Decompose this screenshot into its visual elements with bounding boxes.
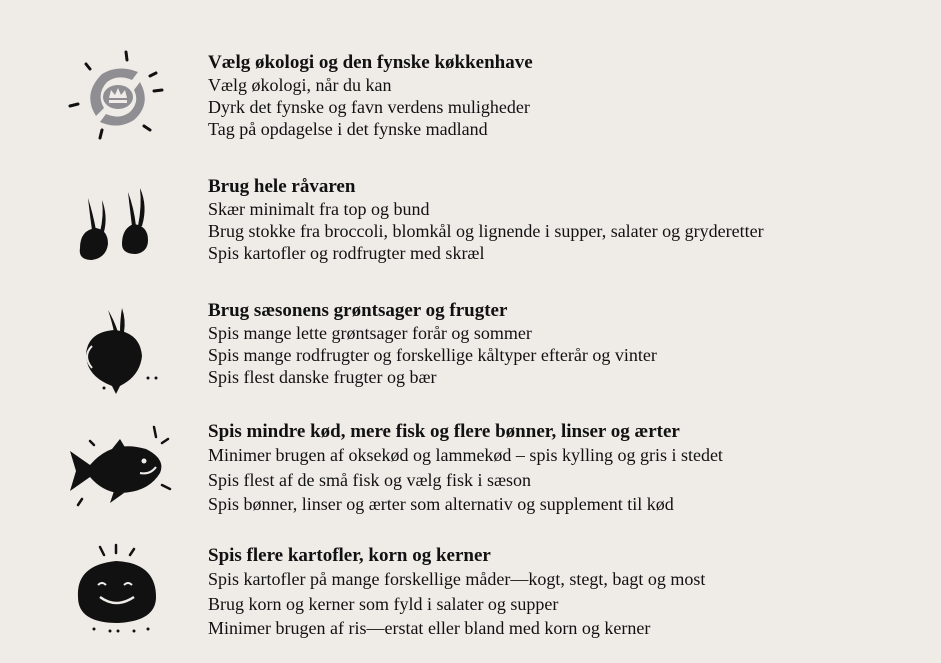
section-line: Spis kartofler på mange forskellige måder—kogt, stegt, bagt og most (208, 569, 706, 589)
section-line: Spis flest af de små fisk og vælg fisk i sæson (208, 469, 531, 490)
section-text (208, 52, 533, 140)
section-line: Spis flest danske frugter og bær (208, 367, 437, 387)
section-line: Spis mange lette grøntsager forår og sommer (208, 323, 532, 343)
section-line: Spis kartofler og rodfrugter med skræl (208, 243, 485, 263)
fish-icon (62, 419, 172, 519)
section-line: Spis bønner, linser og ærter som alternativ og supplement til kød (208, 494, 674, 514)
section-line: Tag på opdagelse i det fynske madland (208, 119, 488, 139)
section-line: Vælg økologi, når du kan (208, 75, 392, 95)
section-line: Skær minimalt fra top og bund (208, 199, 430, 219)
root-vegetables-icon (62, 178, 172, 278)
section-line: Minimer brugen af ris—erstat eller bland med korn og kerner (208, 618, 651, 638)
section-line: Minimer brugen af oksekød og lammekød – spis kylling og gris i stedet (208, 445, 723, 465)
section-heading: Brug sæsonens grøntsager og frugter (208, 300, 508, 321)
beetroot-icon (62, 302, 172, 402)
section-line: Brug korn og kerner som fyld i salater og supper (208, 593, 559, 614)
potato-icon (62, 541, 172, 641)
section-line: Brug stokke fra broccoli, blomkål og lignende i supper, salater og gryderetter (208, 221, 764, 241)
section-text (208, 176, 764, 264)
section-text (208, 421, 723, 517)
section-line: Spis mange rodfrugter og forskellige kåltyper efterår og vinter (208, 345, 657, 365)
section-heading: Spis flere kartofler, korn og kerner (208, 545, 491, 566)
section-line: Dyrk det fynske og favn verdens muligheder (208, 97, 530, 117)
section-text (208, 300, 657, 388)
section-heading: Spis mindre kød, mere fisk og flere bønner, linser og ærter (208, 421, 680, 442)
section-text (208, 545, 705, 641)
section-heading: Vælg økologi og den fynske køkkenhave (208, 52, 533, 73)
organic-label-icon (62, 46, 172, 146)
section-heading: Brug hele råvaren (208, 176, 356, 197)
